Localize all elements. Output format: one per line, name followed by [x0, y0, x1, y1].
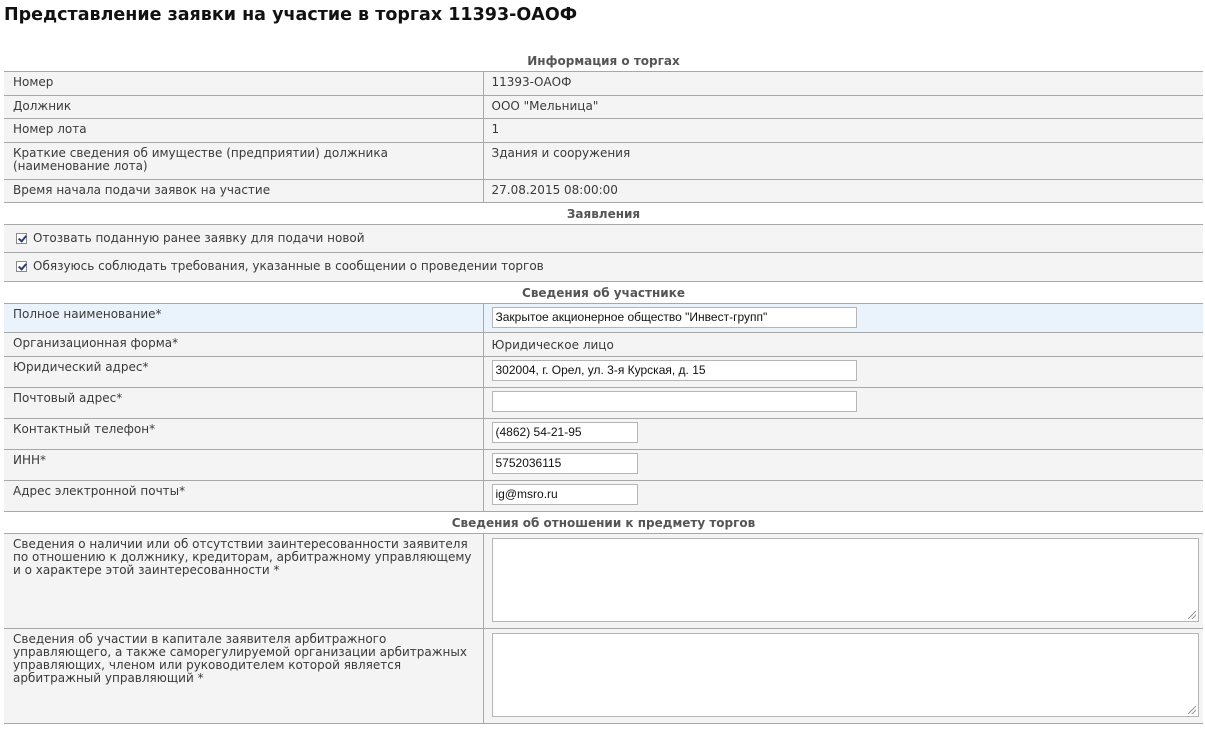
row-email — [4, 481, 1203, 512]
section-header-auction-info — [4, 50, 1203, 72]
section-header-statements — [4, 203, 1203, 225]
field-label: Номер лота — [4, 119, 483, 143]
field-label: ИНН* — [4, 450, 483, 481]
resize-grip-icon[interactable] — [1188, 611, 1196, 619]
row-capital — [4, 629, 1203, 724]
row-legal-address — [4, 357, 1203, 388]
row-inn — [4, 450, 1203, 481]
row-lot-description — [4, 143, 1203, 180]
field-value: 11393-ОАОФ — [483, 72, 1203, 96]
email-input[interactable]: ig@msro.ru — [492, 484, 638, 505]
statement-comply — [4, 253, 1203, 282]
field-value: 1 — [483, 119, 1203, 143]
field-label: Должник — [4, 96, 483, 119]
phone-input[interactable]: (4862) 54-21-95 — [492, 422, 638, 443]
resize-grip-icon[interactable] — [1188, 706, 1196, 714]
statement-withdraw — [4, 225, 1203, 253]
checkbox-row[interactable] — [4, 225, 1203, 253]
section-title: Заявления — [4, 203, 1203, 225]
section-title: Сведения об отношении к предмету торгов — [4, 512, 1203, 534]
field-label: Номер — [4, 72, 483, 96]
full-name-input[interactable]: Закрытое акционерное общество "Инвест-групп" — [492, 307, 857, 328]
row-start-time — [4, 180, 1203, 203]
field-label: Сведения об участии в капитале заявителя арбитражного управляющего, а также саморегулируемой организации арбитражных управляющих, членом или руководителем которой является арбитражный управляющий * — [4, 629, 483, 724]
field-label: Юридический адрес* — [4, 357, 483, 388]
inn-input[interactable]: 5752036115 — [492, 453, 638, 474]
section-header-relation — [4, 512, 1203, 534]
row-lot-number — [4, 119, 1203, 143]
checkbox-label: Отозвать поданную ранее заявку для подачи новой — [33, 231, 365, 245]
field-value: Юридическое лицо — [483, 333, 1203, 357]
section-header-participant — [4, 282, 1203, 304]
section-title: Информация о торгах — [4, 50, 1203, 72]
field-label: Организационная форма* — [4, 333, 483, 357]
comply-checkbox[interactable] — [16, 261, 27, 272]
row-postal-address — [4, 388, 1203, 419]
withdraw-checkbox[interactable] — [16, 233, 27, 244]
field-value: Здания и сооружения — [483, 143, 1203, 180]
page-title: Представление заявки на участие в торгах 11393-ОАОФ — [4, 5, 578, 25]
field-label: Адрес электронной почты* — [4, 481, 483, 512]
field-label: Почтовый адрес* — [4, 388, 483, 419]
field-label: Сведения о наличии или об отсутствии заинтересованности заявителя по отношению к должнику, кредиторам, арбитражному управляющему и о характере этой заинтересованности * — [4, 534, 483, 629]
checkbox-row[interactable] — [4, 253, 1203, 282]
row-interest — [4, 534, 1203, 629]
row-debtor — [4, 96, 1203, 119]
field-label: Краткие сведения об имуществе (предприятии) должника (наименование лота) — [4, 143, 483, 180]
field-value: 27.08.2015 08:00:00 — [483, 180, 1203, 203]
checkbox-label: Обязуюсь соблюдать требования, указанные в сообщении о проведении торгов — [33, 259, 544, 273]
field-label: Время начала подачи заявок на участие — [4, 180, 483, 203]
interest-textarea[interactable] — [492, 538, 1199, 622]
field-label: Полное наименование* — [4, 304, 483, 333]
row-phone — [4, 419, 1203, 450]
capital-textarea[interactable] — [492, 633, 1199, 717]
field-value: ООО "Мельница" — [483, 96, 1203, 119]
section-title: Сведения об участнике — [4, 282, 1203, 304]
postal-address-input[interactable] — [492, 391, 857, 412]
row-full-name — [4, 304, 1203, 333]
row-org-form — [4, 333, 1203, 357]
field-label: Контактный телефон* — [4, 419, 483, 450]
row-number — [4, 72, 1203, 96]
legal-address-input[interactable]: 302004, г. Орел, ул. 3-я Курская, д. 15 — [492, 360, 857, 381]
application-form — [4, 50, 1203, 724]
